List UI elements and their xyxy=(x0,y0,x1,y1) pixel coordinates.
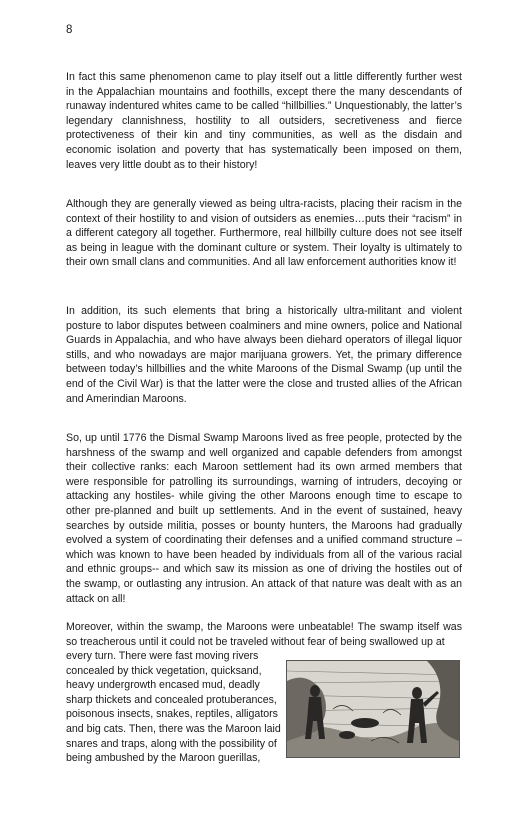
paragraph-racism: Although they are generally viewed as being ultra-racists, placing their racism in the context of their hostility to and vision of outsiders as enemies…puts their “racism” in a different category all together. Furthermore, real hillbilly culture does not see itself as being in league with the dominant culture or system. Their loyalty is ultimately to their own small clans and communities. And all law enforcement authorities know it! xyxy=(66,198,462,269)
paragraph-swamp-intro: Moreover, within the swamp, the Maroons were unbeatable! The swamp itself was so treacherous until it could not be traveled without fear of being swallowed up at xyxy=(66,621,462,648)
paragraph-dismal-swamp-maroons: So, up until 1776 the Dismal Swamp Maroons lived as free people, protected by the harshness of the swamp and well organized and capable defenders from amongst their collective ranks: each Maroon settlement had its own armed members that were responsible for patrolling its surroundings, warning of intruders, decoying or attacking any hostiles- while giving the other Maroons enough time to escape to other pre-planned and built up settlements. And in the event of sustained, heavy searches by outside militia, posses or bounty hunters, the Maroons had gradually evolved a system of coordinating their defenses and a unified command structure – which was known to have been headed by individuals from all of the various racial and ethnic groups-- and which saw its mission as one of driving the hostiles out of the swamp, or outlasting any intrusion. An attack of that nature was dealt with as an attack on all! xyxy=(66,432,462,605)
paragraph-labor-disputes: In addition, its such elements that bring a historically ultra-militant and violent posture to labor disputes between coalminers and mine owners, police and National Guards in Appalachia, and who have always been diehard operators of illegal liquor stills, and who nowadays are major marijuana growers. Yet, the primary difference between today’s hillbillies and the white Maroons of the Dismal Swamp (up until the end of the Civil War) is that the latter were the close and trusted allies of the African and Amerindian Maroons. xyxy=(66,305,462,405)
page-number: 8 xyxy=(66,24,73,36)
paragraph-hillbillies: In fact this same phenomenon came to play itself out a little differently further west in the Appalachian mountains and foothills, except there the many descendants of runaway indentured whites came to be called “hillbillies.” Unquestionably, the latter’s legendary clannishness, hostility to all outsiders, secretiveness and fierce protectiveness of their kin and tiny communities, as well as the disdain and economic isolation and poverty that has systematically been imposed on them, leaves very little doubt as to their history! xyxy=(66,71,462,171)
maroon-engraving-illustration xyxy=(286,660,460,758)
paragraph-swamp-dangers: every turn. There were fast moving rivers concealed by thick vegetation, quicksand, heavy undergrowth encased mud, deadly sharp thickets and concealed protuberances, poisonous insects, snakes, reptiles, alligators and big cats. Then, there was the Maroon laid snares and traps, along with the possibility of being ambushed by the Maroon guerillas, xyxy=(66,650,281,765)
